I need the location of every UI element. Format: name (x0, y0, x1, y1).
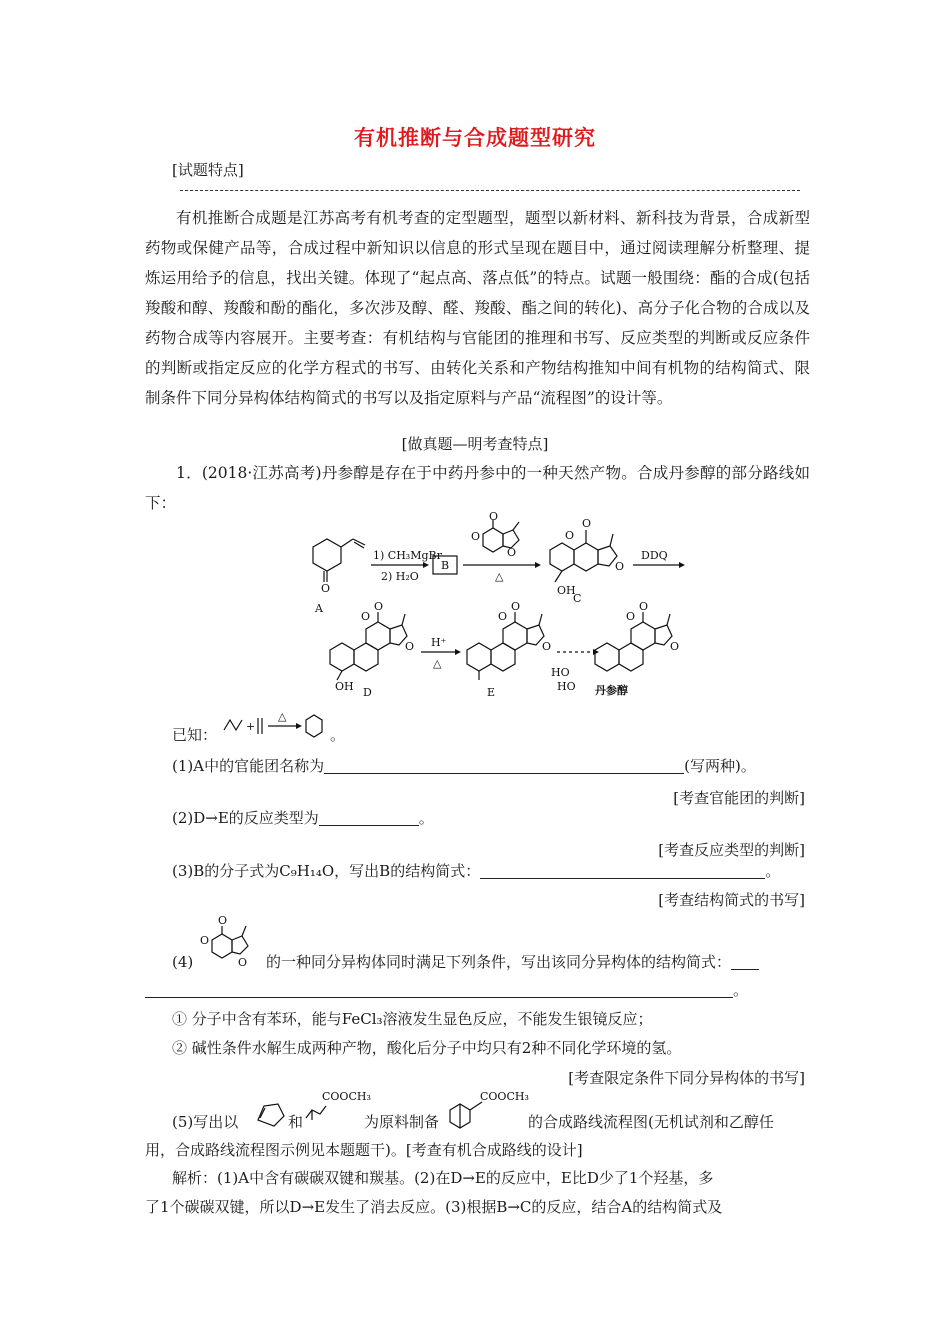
acid-reagent: H⁺ (431, 636, 447, 649)
svg-text:O: O (507, 546, 517, 559)
svg-text:O: O (489, 512, 499, 523)
svg-text:O: O (511, 600, 521, 613)
q1-2-tail: 。 (418, 809, 434, 827)
q1-4-tail: 。 (733, 981, 749, 999)
section-feature-heading: [试题特点] (172, 161, 244, 179)
q1-5-part-e: 用，合成路线流程图示例见本题题干)。[考查有机合成路线的设计] (145, 1141, 583, 1159)
q1-2-answer-blank[interactable] (319, 809, 419, 826)
final-ho-1: HO (551, 666, 570, 679)
q1-4-continue (145, 980, 748, 1000)
intro-text: 有机推断合成题是江苏高考有机考查的定型题型，题型以新材料、新科技为背景，合成新型药物或保健产品等，合成过程中新知识以信息的形式呈现在题目中，通过阅读理解分析整理、提炼运用给予的信息，找出关键。体现了“起点高、落点低”的特点。试题一般围绕：酯的合成(包括羧酸和醇、羧酸和酚的酯化，多次涉及醇、醛、羧酸、酯之间的转化)、高分子化合物的合成以及药物合成等内容展开。主要考查：有机结构与官能团的推理和书写、反应类型的判断或反应条件的判断或指定反应的化学方程式的书写、由转化关系和产物结构推知中间有机物的结构简式、限制条件下同分异构体结构简式的书写以及指定原料与产品“流程图”的设计等。 (145, 209, 810, 407)
page-title: 有机推断与合成题型研究 (354, 125, 596, 150)
q1-3-tail: 。 (765, 862, 781, 880)
q1-3-text: (3)B的分子式为C₉H₁₄O，写出B的结构简式： (172, 862, 481, 880)
condition-2: ② 碱性条件水解生成两种产物，酸化后分子中均只有2种不同化学环境的氢。 (172, 1039, 682, 1057)
question1-lead-text: 1．(2018·江苏高考)丹参醇是存在于中药丹参中的一种天然产物。合成丹参醇的部分路线如下： (145, 464, 810, 512)
svg-text:+: + (246, 720, 256, 733)
dashed-divider (180, 190, 800, 191)
compound-c (550, 517, 624, 605)
q1-5-part-a: (5)写出以 (172, 1113, 239, 1131)
ddq-reagent: DDQ (641, 549, 668, 562)
svg-text:O: O (565, 529, 575, 542)
q1-4-number: (4) (172, 953, 194, 971)
q1-4-line (266, 952, 759, 972)
q1-4-answer-blank-2[interactable] (145, 981, 733, 998)
q1-5-part-d: 的合成路线流程图(无机试剂和乙醇任 (528, 1113, 774, 1131)
tag-structure-formula: [考查结构简式的书写] (658, 891, 805, 909)
known-reaction (218, 708, 328, 744)
q1-4-text: 的一种同分异构体同时满足下列条件，写出该同分异构体的结构简式： (266, 953, 732, 971)
known-end: 。 (330, 726, 346, 744)
tag-isomer: [考查限定条件下同分异构体的书写] (568, 1069, 805, 1087)
q1-4-answer-blank-1[interactable] (731, 953, 759, 970)
svg-text:O: O (405, 640, 415, 653)
label-e: E (487, 686, 496, 699)
d-oh: OH (335, 680, 354, 693)
q1-1-answer-blank[interactable] (324, 757, 684, 774)
box-b: B (441, 559, 450, 572)
c-oh: OH (557, 584, 576, 597)
answer-line-1: 解析：(1)A中含有碳碳双键和羰基。(2)在D→E的反应中，E比D少了1个羟基，多 (172, 1169, 714, 1187)
heat-1: △ (495, 570, 504, 583)
reagent-1a: 1) CH₃MgBr (373, 549, 442, 562)
heat-2: △ (433, 657, 442, 670)
svg-text:O: O (374, 600, 384, 613)
synthesis-scheme (295, 512, 695, 700)
q1-2-line (172, 808, 434, 828)
compound-danshenol (551, 600, 679, 697)
compound-d (330, 600, 414, 699)
answer-line-2: 了1个碳碳双键，所以D→E发生了消去反应。(3)根据B→C的反应，结合A的结构简式及 (145, 1198, 723, 1216)
q1-2-text: (2)D→E的反应类型为 (172, 809, 319, 827)
compound-a (313, 539, 365, 615)
known-heat: △ (278, 710, 287, 723)
q1-1-text: (1)A中的官能团名称为 (172, 757, 325, 775)
svg-text:O: O (582, 517, 592, 530)
tag-reaction-type: [考查反应类型的判断] (658, 841, 805, 859)
tag-functional-group: [考查官能团的判断] (673, 789, 805, 807)
q5-cooch3-1: COOCH₃ (322, 1090, 371, 1103)
q5-cooch3-2: COOCH₃ (480, 1090, 529, 1103)
q1-1-line (172, 756, 756, 776)
label-c: C (573, 592, 582, 605)
q1-3-line (172, 861, 780, 881)
svg-text:O: O (238, 956, 248, 969)
label-d: D (363, 686, 372, 699)
q1-5-part-b: 和 (288, 1113, 304, 1131)
svg-text:O: O (639, 600, 649, 613)
svg-text:O: O (498, 610, 508, 623)
final-ho-2: HO (557, 680, 576, 693)
svg-text:O: O (615, 560, 625, 573)
q1-1-tail: (写两种)。 (684, 757, 756, 775)
svg-text:O: O (542, 640, 552, 653)
svg-text:O: O (471, 530, 481, 543)
svg-text:O: O (361, 610, 371, 623)
condition-1: ① 分子中含有苯环，能与FeCl₃溶液发生显色反应，不能发生银镜反应； (172, 1010, 653, 1028)
label-a: A (315, 602, 323, 615)
section-real-heading: [做真题—明考查特点] (401, 435, 549, 453)
q1-3-answer-blank[interactable] (480, 862, 765, 879)
q1-5-part-c: 为原料制备 (364, 1113, 440, 1131)
q4-molecule (198, 912, 266, 972)
intro-paragraph (145, 203, 810, 413)
svg-text:O: O (670, 640, 680, 653)
known-label: 已知： (172, 726, 218, 744)
svg-text:O: O (218, 914, 228, 927)
compound-e (467, 600, 551, 699)
dienophile-reagent (471, 512, 519, 559)
reagent-1b: 2) H₂O (381, 570, 419, 583)
svg-text:O: O (626, 610, 636, 623)
svg-text:O: O (200, 934, 210, 947)
label-danshenol: 丹参醇 (595, 684, 628, 697)
svg-text:O: O (321, 582, 331, 595)
question1-lead (145, 458, 810, 518)
